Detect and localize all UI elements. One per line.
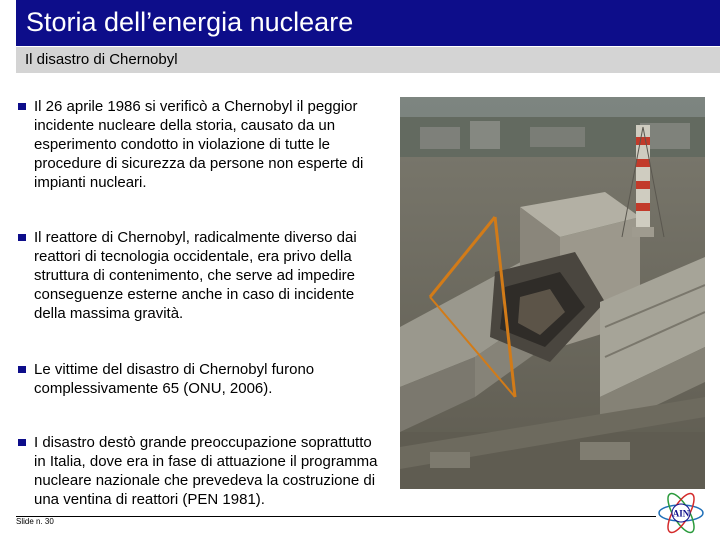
logo-text: AIN <box>672 508 690 519</box>
slide-subtitle: Il disastro di Chernobyl <box>25 51 178 68</box>
footer-divider <box>16 516 656 517</box>
square-bullet-icon <box>18 366 26 373</box>
bullet-item <box>18 360 378 398</box>
bullet-text: I disastro destò grande preoccupazione soprattutto in Italia, dove era in fase di attuazione il programma nucleare nazionale che prevedeva la costruzione di una ventina di reattori (PEN 1981). <box>34 434 378 508</box>
title-bar <box>16 0 720 46</box>
bullet-item <box>18 433 378 509</box>
slide-title: Storia dell’energia nucleare <box>26 7 354 37</box>
bullet-item <box>18 228 378 323</box>
square-bullet-icon <box>18 103 26 110</box>
chernobyl-reactor-photo <box>400 97 705 489</box>
bullet-text: Il 26 aprile 1986 si verificò a Chernobyl il peggior incidente nucleare della storia, causato da un esperimento condotto in violazione di tutte le procedure di sicurezza da persone non esperte di impianti nucleari. <box>34 98 364 191</box>
square-bullet-icon <box>18 234 26 241</box>
ain-atom-logo-icon <box>656 490 706 536</box>
slide-number: Slide n. 30 <box>16 517 54 526</box>
subtitle-bar <box>16 47 720 73</box>
bullet-text: Il reattore di Chernobyl, radicalmente diverso dai reattori di tecnologia occidentale, era privo della struttura di contenimento, che serve ad impedire conseguenze esterne anche in caso di incidente della massima gravità. <box>34 229 357 322</box>
bullet-item <box>18 97 378 192</box>
bullet-list <box>18 97 378 509</box>
bullet-text: Le vittime del disastro di Chernobyl furono complessivamente 65 (ONU, 2006). <box>34 361 315 397</box>
square-bullet-icon <box>18 439 26 446</box>
